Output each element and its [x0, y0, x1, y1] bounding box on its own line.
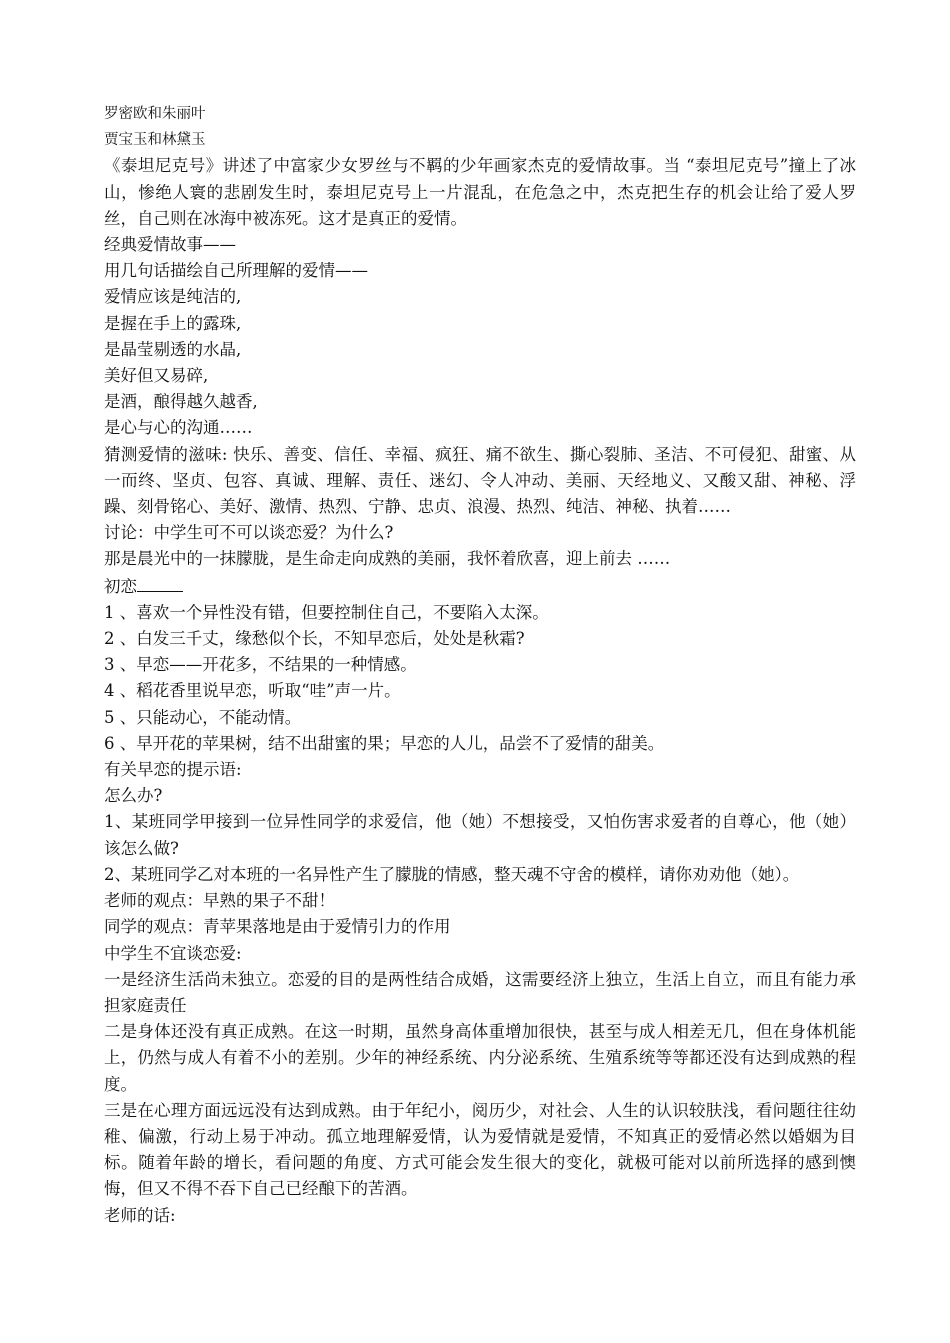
- paragraph: 中学生不宜谈恋爱:: [104, 943, 242, 963]
- fill-in-blank: [137, 573, 183, 592]
- paragraph: 罗密欧和朱丽叶: [104, 106, 206, 122]
- paragraph: 三是在心理方面远远没有达到成熟。由于年纪小，阅历少，对社会、人生的认识较肤浅，看问题往往幼稚、偏激，行动上易于冲动。孤立地理解爱情，认为爱情就是爱情，不知真正的爱情必然以婚姻为目标。随着年龄的增长，看问题的角度、方式可能会发生很大的变化，就极可能对以前所选择的感到懊悔，但又不得不吞下自己已经酿下的苦酒。: [104, 1100, 856, 1199]
- first-love-heading: 初恋: [104, 576, 137, 596]
- paragraph: 猜测爱情的滋味: 快乐、善变、信任、幸福、疯狂、痛不欲生、撕心裂肺、圣洁、不可侵犯、甜蜜、从一而终、坚贞、包容、真诚、理解、责任、迷幻、令人冲动、美丽、天经地义、又酸又甜、神秘、浮躁、刻骨铭心、美好、激情、热烈、宁静、忠贞、浪漫、热烈、纯洁、神秘、执着……: [104, 444, 856, 517]
- paragraph: 讨论：中学生可不可以谈恋爱？为什么?: [104, 523, 394, 543]
- paragraph: 4 、稻花香里说早恋，听取“哇”声一片。: [104, 681, 401, 701]
- paragraph: 用几句话描绘自己所理解的爱情——: [104, 261, 368, 281]
- paragraph: 二是身体还没有真正成熟。在这一时期，虽然身高体重增加很快，甚至与成人相差无几，但在身体机能上，仍然与成人有着不小的差别。少年的神经系统、内分泌系统、生殖系统等等都还没有达到成熟的程度。: [104, 1022, 856, 1094]
- paragraph: 老师的话:: [104, 1205, 176, 1225]
- paragraph: 同学的观点：青苹果落地是由于爱情引力的作用: [104, 917, 451, 937]
- paragraph: 1、某班同学甲接到一位异性同学的求爱信，他（她）不想接受，又怕伤害求爱者的自尊心，他（她）该怎么做?: [104, 812, 856, 858]
- paragraph: 5 、只能动心，不能动情。: [104, 707, 302, 727]
- paragraph: 老师的观点：早熟的果子不甜！: [104, 891, 335, 911]
- paragraph: 经典爱情故事——: [104, 235, 236, 255]
- paragraph: 爱情应该是纯洁的,: [104, 287, 242, 307]
- paragraph: 2 、白发三千丈，缘愁似个长，不知早恋后，处处是秋霜?: [104, 629, 525, 649]
- paragraph: 那是晨光中的一抹朦胧，是生命走向成熟的美丽，我怀着欣喜，迎上前去 ……: [104, 549, 671, 569]
- document-body: [104, 101, 856, 1229]
- paragraph: 是握在手上的露珠,: [104, 313, 242, 333]
- paragraph: 是酒，酿得越久越香,: [104, 392, 258, 412]
- paragraph: 3 、早恋——开花多，不结果的一种情感。: [104, 655, 417, 675]
- paragraph: 是心与心的沟通……: [104, 418, 253, 438]
- paragraph: 美好但又易碎,: [104, 366, 209, 386]
- paragraph: 是晶莹剔透的水晶,: [104, 339, 242, 359]
- paragraph-with-blank: [104, 573, 856, 600]
- paragraph: 贾宝玉和林黛玉: [104, 132, 206, 149]
- paragraph: 怎么办?: [104, 786, 163, 806]
- paragraph: 《泰坦尼克号》讲述了中富家少女罗丝与不羁的少年画家杰克的爱情故事。当 “泰坦尼克号”撞上了冰山，惨绝人寰的悲剧发生时，泰坦尼克号上一片混乱，在危急之中，杰克把生存的机会让给了爱人罗丝，自己则在冰海中被冻死。这才是真正的爱情。: [104, 156, 856, 228]
- paragraph: 2、某班同学乙对本班的一名异性产生了朦胧的情感，整天魂不守舍的模样，请你劝劝他（她）。: [104, 864, 800, 884]
- paragraph: 1 、喜欢一个异性没有错，但要控制住自己，不要陷入太深。: [104, 602, 549, 622]
- paragraph: 6 、早开花的苹果树，结不出甜蜜的果；早恋的人儿，品尝不了爱情的甜美。: [104, 733, 665, 753]
- paragraph: 有关早恋的提示语:: [104, 760, 242, 780]
- paragraph: 一是经济生活尚未独立。恋爱的目的是两性结合成婚，这需要经济上独立，生活上自立，而且有能力承担家庭责任: [104, 969, 856, 1015]
